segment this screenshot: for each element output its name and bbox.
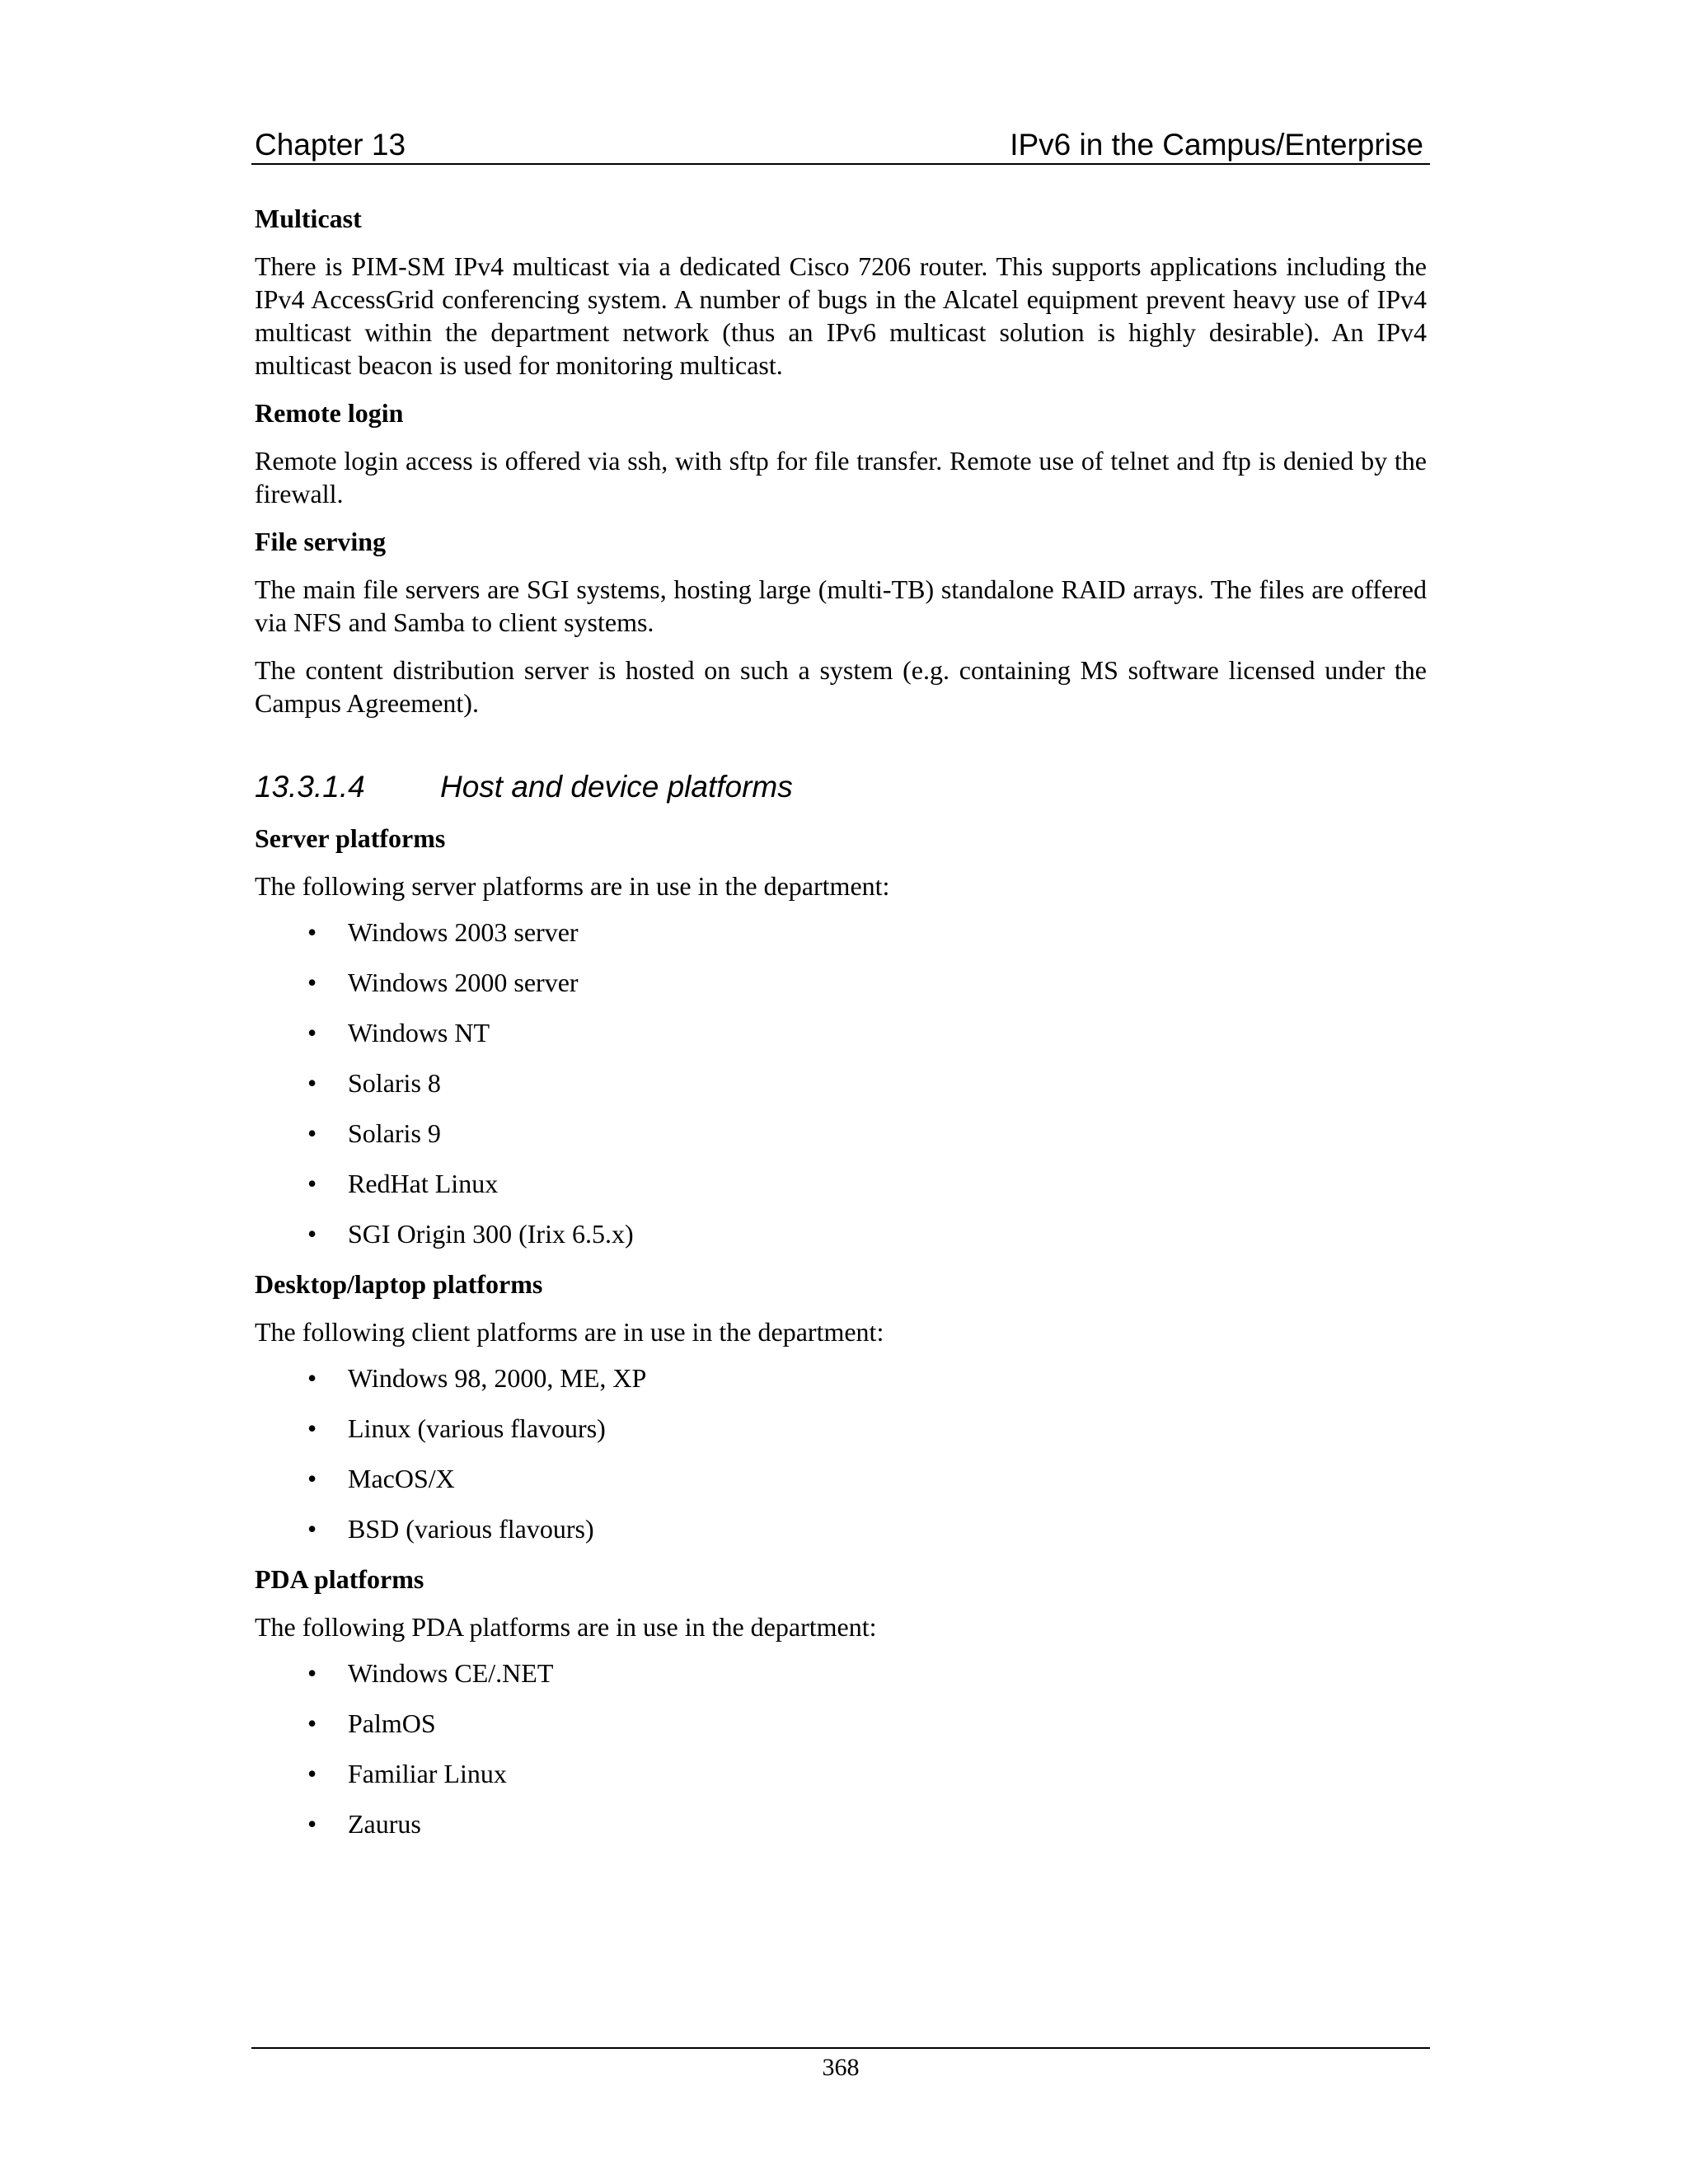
- list-item: [255, 1707, 1427, 1740]
- server-platforms-heading: Server platforms: [255, 823, 446, 853]
- list-item-text: Solaris 8: [348, 1068, 441, 1098]
- desktop-platforms-list: [255, 1361, 1427, 1545]
- list-item: [255, 1757, 1427, 1790]
- list-item-text: Zaurus: [348, 1809, 421, 1839]
- list-item-text: Windows 2003 server: [348, 917, 579, 947]
- file-serving-heading: File serving: [255, 527, 387, 556]
- list-item-text: Windows CE/.NET: [348, 1658, 554, 1688]
- bullet-icon: •: [307, 1169, 317, 1198]
- list-item-text: Solaris 9: [348, 1118, 441, 1148]
- list-item-text: Windows NT: [348, 1018, 490, 1047]
- bullet-icon: •: [307, 1413, 317, 1443]
- list-item: [255, 966, 1427, 999]
- bullet-icon: •: [307, 917, 317, 947]
- list-item: [255, 1361, 1427, 1394]
- file-serving-paragraph: The content distribution server is hosted on such a system (e.g. containing MS software licensed under the Campus Agreement).: [255, 655, 1427, 718]
- multicast-heading: Multicast: [255, 204, 362, 233]
- file-serving-paragraph: The main file servers are SGI systems, hosting large (multi-TB) standalone RAID arrays. The files are offered via NFS and Samba to client systems.: [255, 574, 1427, 637]
- bullet-icon: •: [307, 968, 317, 997]
- list-item: [255, 1462, 1427, 1495]
- bullet-icon: •: [307, 1809, 317, 1839]
- chapter-label: Chapter 13: [255, 128, 406, 162]
- list-item: [255, 916, 1427, 949]
- list-item-text: SGI Origin 300 (Irix 6.5.x): [348, 1219, 634, 1249]
- remote-login-paragraph: Remote login access is offered via ssh, with sftp for file transfer. Remote use of telnet and ftp is denied by the firewall.: [255, 446, 1427, 509]
- section-title: Host and device platforms: [440, 770, 793, 804]
- page-footer: [251, 2047, 1430, 2082]
- bullet-icon: •: [307, 1363, 317, 1393]
- list-item-text: MacOS/X: [348, 1464, 455, 1493]
- bullet-icon: •: [307, 1658, 317, 1688]
- list-item: [255, 1016, 1427, 1049]
- page-header: [251, 120, 1430, 165]
- bullet-icon: •: [307, 1118, 317, 1148]
- bullet-icon: •: [307, 1464, 317, 1493]
- pda-platforms-heading: PDA platforms: [255, 1564, 424, 1594]
- desktop-platforms-intro: The following client platforms are in use in the department:: [255, 1317, 884, 1347]
- list-item-text: Windows 98, 2000, ME, XP: [348, 1363, 647, 1393]
- page-number: 368: [822, 2054, 860, 2081]
- bullet-icon: •: [307, 1018, 317, 1047]
- remote-login-heading: Remote login: [255, 398, 404, 428]
- list-item-text: Windows 2000 server: [348, 968, 579, 997]
- list-item: [255, 1512, 1427, 1545]
- bullet-icon: •: [307, 1068, 317, 1098]
- list-item-text: Familiar Linux: [348, 1759, 507, 1788]
- list-item: [255, 1117, 1427, 1150]
- list-item-text: RedHat Linux: [348, 1169, 499, 1198]
- bullet-icon: •: [307, 1759, 317, 1788]
- pda-platforms-list: [255, 1657, 1427, 1840]
- multicast-paragraph: There is PIM-SM IPv4 multicast via a dedicated Cisco 7206 router. This supports applications including the IPv4 AccessGrid conferencing system. A number of bugs in the Alcatel equipment prevent heavy use of IPv4 multicast within the department network (thus an IPv6 multicast solution is highly desirable). An IPv4 multicast beacon is used for monitoring multicast.: [255, 251, 1427, 380]
- chapter-title: IPv6 in the Campus/Enterprise: [1010, 128, 1423, 162]
- list-item: [255, 1217, 1427, 1250]
- section-heading: [255, 769, 1427, 805]
- list-item: [255, 1807, 1427, 1840]
- list-item: [255, 1657, 1427, 1690]
- list-item: [255, 1412, 1427, 1445]
- desktop-platforms-heading: Desktop/laptop platforms: [255, 1269, 543, 1299]
- list-item-text: BSD (various flavours): [348, 1514, 594, 1544]
- bullet-icon: •: [307, 1708, 317, 1738]
- page-content: [255, 202, 1427, 1858]
- section-number: 13.3.1.4: [255, 770, 365, 804]
- server-platforms-intro: The following server platforms are in use in the department:: [255, 871, 890, 901]
- list-item-text: PalmOS: [348, 1708, 436, 1738]
- server-platforms-list: [255, 916, 1427, 1250]
- pda-platforms-intro: The following PDA platforms are in use in the department:: [255, 1612, 877, 1642]
- list-item-text: Linux (various flavours): [348, 1413, 606, 1443]
- bullet-icon: •: [307, 1514, 317, 1544]
- list-item: [255, 1167, 1427, 1200]
- bullet-icon: •: [307, 1219, 317, 1249]
- list-item: [255, 1066, 1427, 1099]
